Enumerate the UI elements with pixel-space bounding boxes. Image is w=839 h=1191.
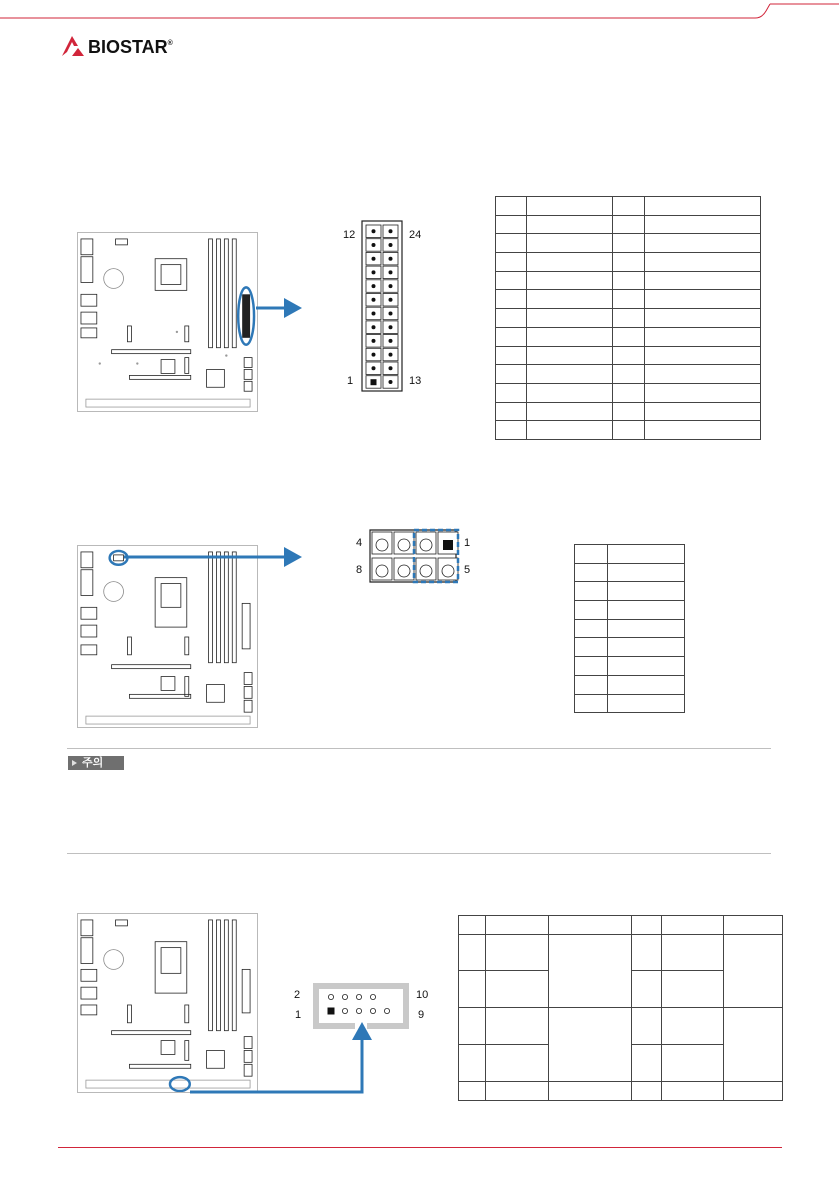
table-cell (645, 402, 761, 421)
eps-pin-label-4: 4 (356, 537, 363, 549)
pin-dot (389, 312, 393, 316)
table-cell (496, 234, 527, 253)
table-row (575, 545, 685, 564)
table-cell (459, 971, 486, 1008)
pin-dot (389, 339, 393, 343)
table-row (496, 215, 761, 234)
table-cell (645, 421, 761, 440)
pin-dot (372, 366, 376, 370)
table-cell (724, 935, 783, 1008)
pin-dot (389, 380, 393, 384)
table-cell (608, 619, 685, 638)
table-cell (486, 935, 549, 971)
eps-pin-label-5: 5 (464, 564, 471, 576)
table-cell (575, 582, 608, 601)
table-row (575, 601, 685, 620)
pin1-marker (371, 379, 377, 385)
table-cell (527, 365, 613, 384)
eps-pin-label-8: 8 (356, 564, 363, 576)
table-cell (496, 253, 527, 272)
table-cell (724, 916, 783, 935)
table-cell (527, 253, 613, 272)
arrow-to-eps-connector (124, 545, 304, 569)
arrow-to-usb-connector (188, 1020, 378, 1100)
pin-dot (389, 229, 393, 233)
pin-dot (372, 353, 376, 357)
table-cell (486, 1008, 549, 1045)
motherboard-diagram-eps (77, 545, 258, 728)
notice-label (68, 756, 124, 770)
table-row (496, 402, 761, 421)
usb-10pin-header (309, 981, 413, 1031)
table-cell (527, 215, 613, 234)
table-cell (496, 215, 527, 234)
table-cell (632, 935, 662, 971)
table-cell (632, 916, 662, 935)
table-cell (459, 1008, 486, 1045)
table-cell (575, 694, 608, 713)
table-cell (527, 402, 613, 421)
table-cell (613, 346, 645, 365)
table-cell (496, 309, 527, 328)
table-cell (662, 1045, 724, 1082)
table-cell (459, 935, 486, 971)
table-row (496, 383, 761, 402)
table-cell (608, 638, 685, 657)
table-cell (613, 253, 645, 272)
biostar-logo (58, 30, 198, 62)
table-cell (645, 215, 761, 234)
table-cell (613, 421, 645, 440)
table-cell (549, 1082, 632, 1101)
table-cell (613, 365, 645, 384)
table-cell (645, 365, 761, 384)
pin-dot (372, 312, 376, 316)
table-cell (608, 675, 685, 694)
table-cell (459, 1045, 486, 1082)
table-row (459, 935, 783, 971)
eps-8pin-connector (364, 526, 464, 588)
table-cell (549, 916, 632, 935)
table-cell (608, 657, 685, 676)
table-cell (486, 916, 549, 935)
arrow-to-atx-connector (256, 296, 304, 320)
pin-dot (372, 325, 376, 329)
table-cell (632, 1082, 662, 1101)
table-row (575, 638, 685, 657)
table-row (575, 619, 685, 638)
table-cell (496, 421, 527, 440)
pin-dot (389, 257, 393, 261)
notice-bottom-rule (67, 853, 771, 854)
table-cell (496, 365, 527, 384)
table-row (575, 563, 685, 582)
table-cell (613, 327, 645, 346)
pin-dot (389, 325, 393, 329)
table-cell (527, 383, 613, 402)
eps-pin-label-1: 1 (464, 537, 471, 549)
table-cell (527, 234, 613, 253)
table-cell (549, 1008, 632, 1082)
pin-dot (372, 270, 376, 274)
table-cell (459, 1082, 486, 1101)
table-row (496, 290, 761, 309)
table-cell (645, 253, 761, 272)
table-cell (662, 1008, 724, 1045)
table-cell (613, 402, 645, 421)
table-cell (613, 197, 645, 216)
atx-24pin-connector (358, 219, 406, 393)
table-row (496, 197, 761, 216)
table-cell (575, 545, 608, 564)
table-cell (645, 290, 761, 309)
table-cell (527, 309, 613, 328)
table-cell (496, 290, 527, 309)
table-cell (575, 638, 608, 657)
pin-dot (389, 270, 393, 274)
table-cell (549, 935, 632, 1008)
table-cell (496, 383, 527, 402)
atx-pin-label-1: 1 (347, 375, 354, 387)
table-cell (645, 234, 761, 253)
pin-dot (389, 298, 393, 302)
table-cell (724, 1082, 783, 1101)
pin-dot (389, 243, 393, 247)
table-cell (608, 582, 685, 601)
table-cell (645, 383, 761, 402)
table-cell (575, 675, 608, 694)
pin-dot (372, 243, 376, 247)
pin-dot (372, 284, 376, 288)
page-header-line (0, 0, 839, 26)
pin-dot (389, 353, 393, 357)
table-row (575, 675, 685, 694)
table-cell (608, 563, 685, 582)
table-cell (608, 545, 685, 564)
table-cell (645, 271, 761, 290)
table-cell (496, 197, 527, 216)
usb-pin-label-9: 9 (418, 1009, 425, 1021)
pin-dot (372, 257, 376, 261)
table-cell (486, 1082, 549, 1101)
atx-pin-label-12: 12 (343, 229, 356, 241)
table-cell (613, 271, 645, 290)
table-cell (608, 694, 685, 713)
atx-pin-label-24: 24 (409, 229, 422, 241)
table-cell (459, 916, 486, 935)
pin-dot (372, 339, 376, 343)
atx-pin-table (495, 196, 761, 440)
table-cell (486, 1045, 549, 1082)
table-row (496, 421, 761, 440)
table-cell (645, 346, 761, 365)
table-row (496, 365, 761, 384)
table-cell (496, 327, 527, 346)
table-cell (662, 1082, 724, 1101)
table-cell (662, 971, 724, 1008)
table-cell (496, 271, 527, 290)
notice-top-rule (67, 748, 771, 749)
motherboard-diagram-atx (77, 232, 258, 412)
table-cell (613, 309, 645, 328)
play-icon (72, 760, 77, 766)
usb-pin-label-10: 10 (416, 989, 429, 1001)
table-row (459, 1008, 783, 1045)
table-row (575, 694, 685, 713)
page-footer-line (58, 1147, 782, 1148)
table-cell (527, 271, 613, 290)
table-cell (645, 197, 761, 216)
table-row (496, 309, 761, 328)
table-row (496, 253, 761, 272)
atx-pin-label-13: 13 (409, 375, 422, 387)
table-row (496, 271, 761, 290)
table-row (459, 1082, 783, 1101)
table-cell (527, 290, 613, 309)
pin-dot (372, 229, 376, 233)
table-cell (613, 215, 645, 234)
table-cell (575, 619, 608, 638)
pin-dot (372, 298, 376, 302)
table-row (459, 916, 783, 935)
table-cell (527, 197, 613, 216)
table-row (496, 327, 761, 346)
table-row (575, 582, 685, 601)
table-cell (632, 1045, 662, 1082)
pin-dot (389, 284, 393, 288)
table-cell (724, 1008, 783, 1082)
usb-pin-label-2: 2 (294, 989, 301, 1001)
usb-pin-table (458, 915, 783, 1101)
table-cell (496, 346, 527, 365)
table-cell (645, 327, 761, 346)
table-cell (575, 563, 608, 582)
pin-dot (389, 366, 393, 370)
table-cell (527, 346, 613, 365)
table-cell (575, 601, 608, 620)
table-cell (608, 601, 685, 620)
table-row (496, 234, 761, 253)
table-row (575, 657, 685, 676)
eps-pin-table (574, 544, 685, 713)
table-cell (486, 971, 549, 1008)
notice-label-text: 주의 (82, 756, 104, 769)
table-cell (632, 1008, 662, 1045)
table-cell (662, 916, 724, 935)
table-cell (613, 383, 645, 402)
svg-text:BIOSTAR®: BIOSTAR® (88, 37, 173, 57)
table-cell (527, 327, 613, 346)
table-cell (662, 935, 724, 971)
table-cell (613, 234, 645, 253)
table-cell (575, 657, 608, 676)
table-cell (613, 290, 645, 309)
table-cell (645, 309, 761, 328)
table-row (496, 346, 761, 365)
usb-pin-label-1: 1 (295, 1009, 302, 1021)
table-cell (527, 421, 613, 440)
table-cell (632, 971, 662, 1008)
table-cell (496, 402, 527, 421)
